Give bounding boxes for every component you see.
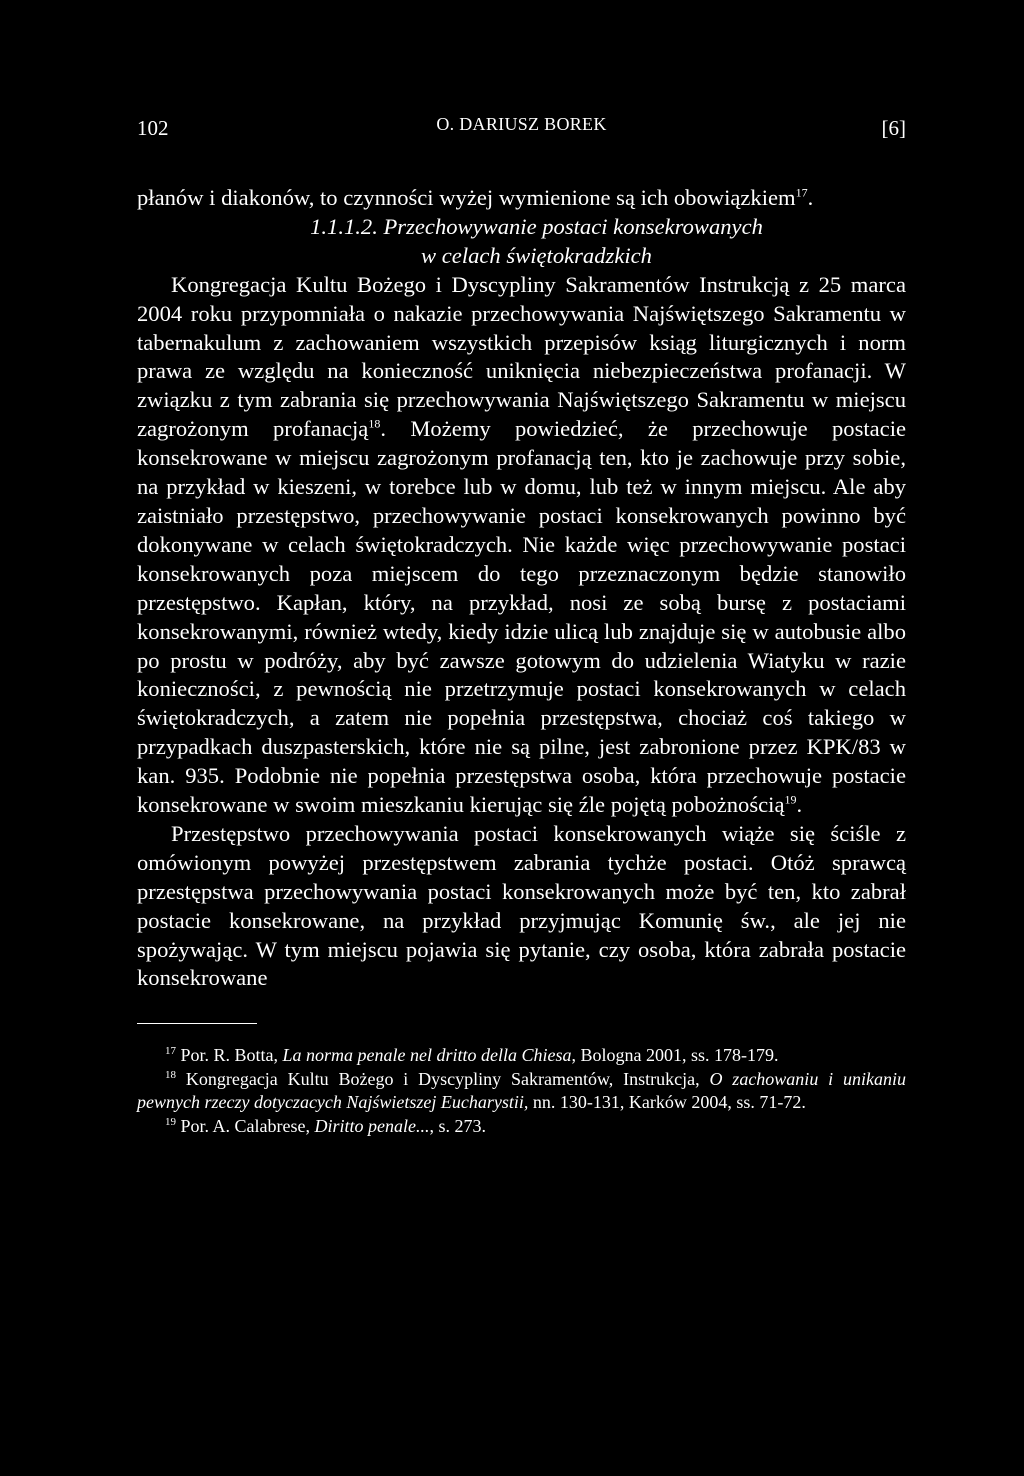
footnote-text: , Bologna 2001, ss. 178-179. (571, 1045, 779, 1066)
body-text (137, 184, 906, 993)
page-header (137, 108, 906, 142)
paragraph-main (137, 271, 906, 820)
paragraph-text: Kongregacja Kultu Bożego i Dyscypliny Sakramentów Instrukcją z 25 marca 2004 roku przypomniała o nakazie przechowywania Najświętszego Sakramentu w tabernakulum z zachowaniem wszystkich przepisów ksiąg liturgicznych i norm prawa ze względu na konieczność uniknięcia niebezpieczeństwa profanacji. W związku z tym zabrania się przechowywania Najświętszego Sakramentu w miejscu zagrożonym profanacją (137, 271, 906, 442)
footnote-text: , s. 273. (429, 1115, 486, 1136)
paragraph-text: płanów i diakonów, to czynności wyżej wymienione są ich obowiązkiem (137, 185, 796, 210)
footnote-ref-17[interactable]: 17 (795, 185, 808, 200)
footnote-text: Por. A. Calabrese, (176, 1115, 315, 1136)
footnote-ref-18[interactable]: 18 (368, 416, 381, 431)
footnote-text: Kongregacja Kultu Bożego i Dyscypliny Sakramentów, Instrukcja, (176, 1068, 710, 1089)
footnote-18 (137, 1068, 906, 1115)
document-page (137, 108, 906, 1138)
footnote-title: La norma penale nel dritto della Chiesa (282, 1045, 572, 1066)
paragraph-text: . Możemy powiedzieć, że przechowuje postacie konsekrowane w miejscu zagrożonym profanacją ten, kto je zachowuje przy sobie, na przykład w kieszeni, w torebce lub w domu, lub też w innym miejscu. Ale aby zaistniało przestępstwo, przechowywanie postaci konsekrowanych powinno być dokonywane w celach świętokradczych. Nie każde więc przechowywanie postaci konsekrowanych poza miejscem do tego przeznaczonym będzie stanowiło przestępstwo. Kapłan, który, na przykład, nosi ze sobą bursę z postaciami konsekrowanymi, również wtedy, kiedy idzie ulicą lub znajduje się w autobusie albo po prostu w podróży, aby być zawsze gotowym do udzielenia Wiatyku w razie konieczności, z pewnością nie przetrzymuje postaci konsekrowanych w celach świętokradczych, a zatem nie popełnia przestępstwa, chociaż coś takiego w przypadkach duszpasterskich, które nie są pilne, jest zabronione przez KPK/83 w kan. 935. Podobnie nie popełnia przestępstwa osoba, która przechowuje postacie konsekrowane w swoim mieszkaniu kierując się źle pojętą pobożnością (137, 416, 906, 818)
paragraph-end: . (807, 185, 814, 210)
paragraph-final: Przestępstwo przechowywania postaci konsekrowanych wiąże się ściśle z omówionym powyżej przestępstwem zabrania tychże postaci. Otóż sprawcą przestępstwa przechowywania postaci konsekrowanych może być ten, kto zabrał postacie konsekrowane, na przykład przyjmując Komunię św., ale jej nie spożywając. W tym miejscu pojawia się pytanie, czy osoba, która zabrała postacie konsekrowane (137, 820, 906, 991)
page-number: 102 (137, 116, 169, 140)
heading-line-1: 1.1.1.2. Przechowywanie postaci konsekrowanych (310, 213, 763, 239)
footnote-19 (137, 1115, 906, 1138)
footnotes (137, 1044, 906, 1138)
footnote-text: Por. R. Botta, (176, 1045, 283, 1066)
footnote-17 (137, 1044, 906, 1067)
section-heading (137, 213, 906, 271)
paragraph-continuation (137, 184, 906, 213)
heading-line-2: w celach świętokradzkich (421, 242, 652, 268)
footnote-number: 19 (165, 1115, 176, 1128)
footnote-number: 18 (165, 1068, 176, 1081)
running-title: O. DARIUSZ BOREK (436, 114, 607, 134)
footnote-number: 17 (165, 1045, 176, 1058)
footnote-text: nn. 130-131, Karków 2004, ss. 71-72. (528, 1092, 806, 1113)
section-number: [6] (881, 116, 906, 140)
footnote-ref-19[interactable]: 19 (784, 792, 797, 807)
footnote-title: Diritto penale... (314, 1115, 430, 1136)
paragraph-end: . (796, 792, 803, 818)
footnote-separator (137, 1023, 257, 1024)
footnote-title: O zachowaniu i unikaniu pewnych rzeczy dotyczacych Najświetszej Eucharystii, (137, 1068, 906, 1113)
